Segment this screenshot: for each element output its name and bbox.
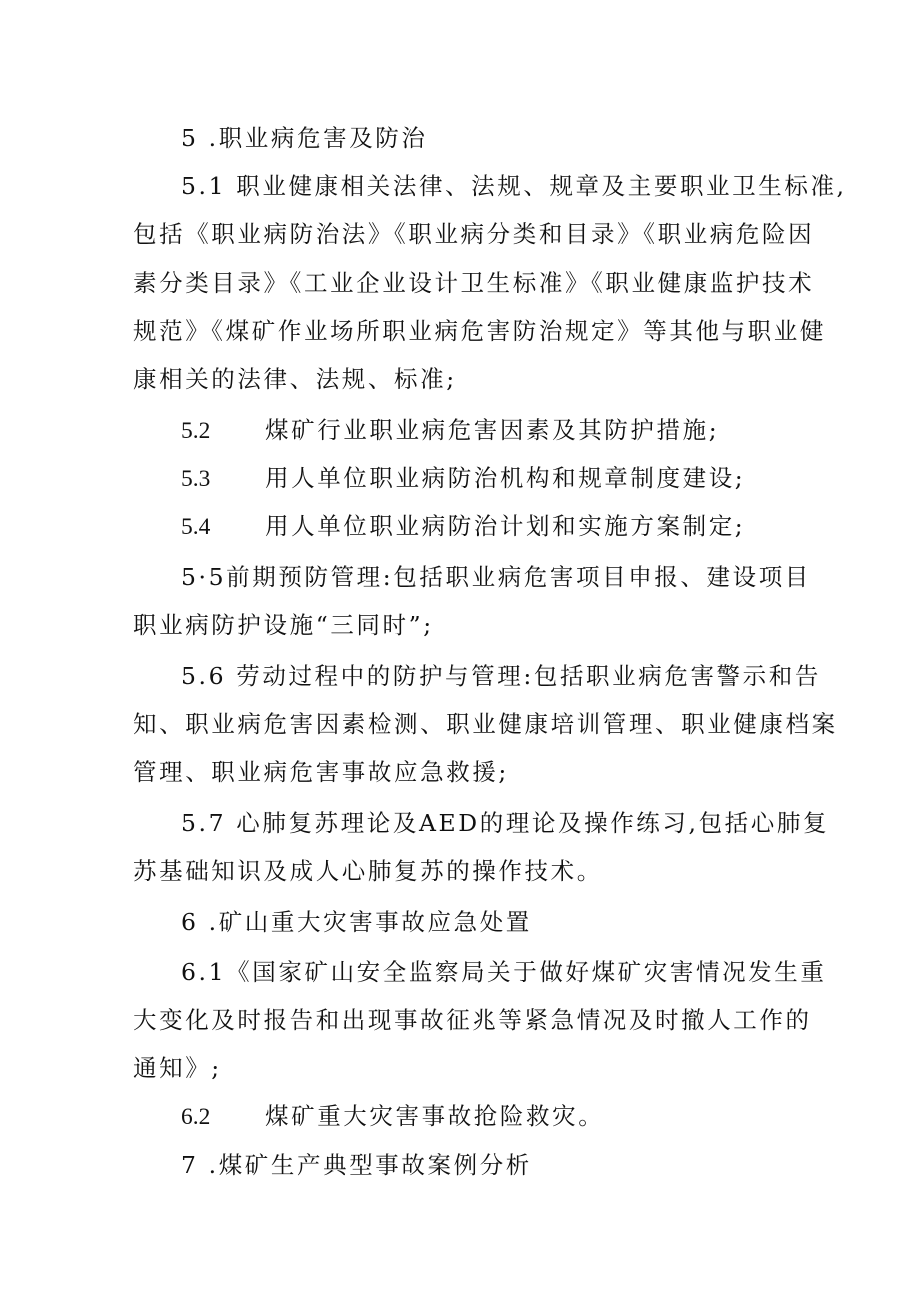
text-line: 5.6 劳动过程中的防护与管理:包括职业病危害警示和告 — [181, 662, 821, 690]
text-line: 通知》; — [133, 1054, 222, 1082]
item-number: 5.2 — [181, 418, 211, 444]
text-line: 素分类目录》《工业企业设计卫生标准》《职业健康监护技术 — [133, 269, 815, 297]
item-text: 用人单位职业病防治计划和实施方案制定; — [265, 512, 746, 540]
text-line: 6.1《国家矿山安全监察局关于做好煤矿灾害情况发生重 — [181, 958, 827, 986]
section-6-heading: 6 .矿山重大灾害事故应急处置 — [181, 908, 532, 936]
section-7-heading: 7 .煤矿生产典型事故案例分析 — [181, 1151, 532, 1179]
item-number: 5.3 — [181, 466, 211, 492]
section-5-heading: 5 .职业病危害及防治 — [181, 124, 428, 152]
text-line: 知、职业病危害因素检测、职业健康培训管理、职业健康档案 — [133, 710, 838, 738]
paragraph-5-2 — [181, 414, 719, 447]
text-line: 职业病防护设施“三同时”; — [133, 611, 434, 639]
item-text: 煤矿行业职业病危害因素及其防护措施; — [265, 416, 720, 444]
text-line: 大变化及时报告和出现事故征兆等紧急情况及时撤人工作的 — [133, 1006, 812, 1034]
text-line: 5.1 职业健康相关法律、法规、规章及主要职业卫生标准, — [181, 172, 847, 200]
text-line: 康相关的法律、法规、标准; — [133, 365, 457, 393]
text-line: 5·5前期预防管理:包括职业病危害项目申报、建设项目 — [181, 563, 811, 591]
paragraph-5-4 — [181, 510, 745, 543]
text-line: 包括《职业病防治法》《职业病分类和目录》《职业病危险因 — [133, 220, 815, 248]
item-text: 用人单位职业病防治机构和规章制度建设; — [265, 464, 746, 492]
item-text: 煤矿重大灾害事故抢险救灾。 — [265, 1102, 605, 1130]
text-line: 苏基础知识及成人心肺复苏的操作技术。 — [133, 857, 603, 885]
paragraph-5-3 — [181, 462, 745, 495]
text-line: 管理、职业病危害事故应急救援; — [133, 758, 509, 786]
paragraph-6-2 — [181, 1100, 604, 1133]
text-line: 规范》《煤矿作业场所职业病危害防治规定》等其他与职业健 — [133, 317, 826, 345]
item-number: 6.2 — [181, 1104, 211, 1130]
text-line: 5.7 心肺复苏理论及AED的理论及操作练习,包括心肺复 — [181, 809, 830, 837]
item-number: 5.4 — [181, 514, 211, 540]
